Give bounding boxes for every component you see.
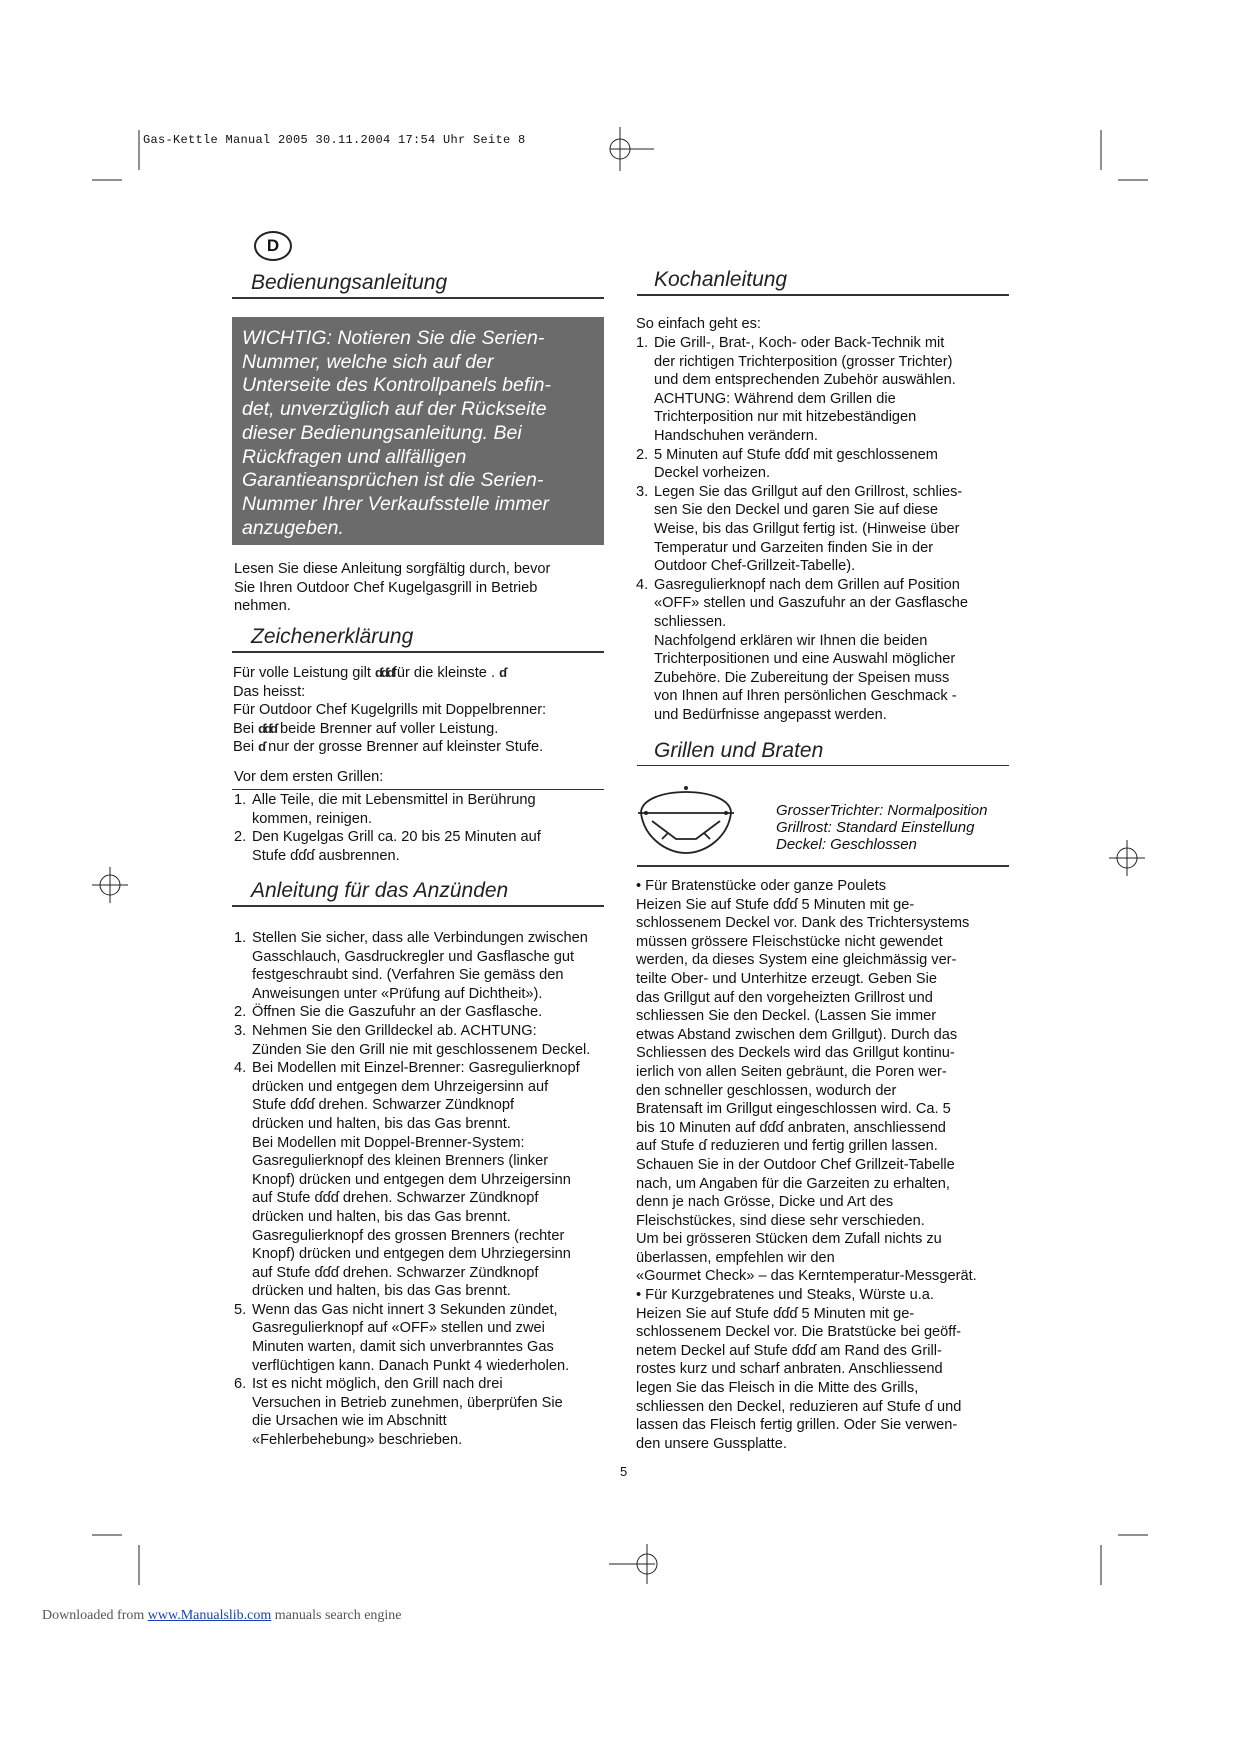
ignite-list [234, 929, 624, 1450]
list-item: 6. Ist es nicht möglich, den Grill nach drei Versuchen in Betrieb zunehmen, überprüfen Sie die Ursachen wie im Abschnitt «Fehlerbehebung» beschrieben. [234, 1376, 563, 1449]
page-number: 5 [620, 1464, 628, 1479]
section-rule [232, 789, 604, 790]
grill-diagram-illustration [636, 775, 736, 855]
list-item: 5. Wenn das Gas nicht innert 3 Sekunden zündet, Gasregulierknopf auf «OFF» stellen und zwei Minuten warten, damit sich unverbranntes Gas verflüchtigen kann. Danach Punkt 4 wiederholen. [234, 1301, 570, 1374]
first-grill-title: Vor dem ersten Grillen: [234, 769, 384, 785]
intro-text: Lesen Sie diese Anleitung sorgfältig durch, bevor Sie Ihren Outdoor Chef Kugelgasgrill in Betrieb nehmen. [234, 561, 551, 615]
list-item: 3. Legen Sie das Grillgut auf den Grillrost, schlies- sen Sie den Deckel und garen Sie auf diese Weise, bis das Grillgut fertig ist. (Hinweise über Temperatur und Garzeiten finden Sie in der Outdoor Chef-Grillzeit-Tabelle). [636, 483, 963, 575]
heading-rule [232, 297, 604, 299]
heading-rule [637, 765, 1009, 766]
warning-box: WICHTIG: Notieren Sie die Serien- Nummer, welche sich auf der Unterseite des Kontrollpanels befin- det, unverzüglich auf der Rückseite dieser Bedienungsanleitung. Bei Rückfragen und allfälligen Garantieansprüchen ist die Serien- Nummer Ihrer Verkaufsstelle immer anzugeben. [232, 317, 604, 545]
list-item: 1. Alle Teile, die mit Lebensmittel in Berührung kommen, reinigen. [234, 792, 536, 827]
heading-bedienungsanleitung: Bedienungsanleitung [251, 271, 448, 294]
heading-grillen-braten: Grillen und Braten [654, 739, 824, 762]
list-item: 2. 5 Minuten auf Stufe ɗɗɗ mit geschlossenem Deckel vorheizen. [636, 446, 938, 482]
legend-line: Bei ɗ nur der grosse Brenner auf kleinster Stufe. [233, 739, 544, 756]
legend-line: Für volle Leistung gilt ɗɗɗfür die kleinste . ɗ [233, 665, 506, 681]
legend-line: Bei ɗɗɗ beide Brenner auf voller Leistung. [233, 720, 499, 737]
first-grill-list [234, 791, 614, 865]
legend-line: Für Outdoor Chef Kugelgrills mit Doppelbrenner: [233, 702, 547, 719]
download-footer: Downloaded from www.Manualslib.com manuals search engine [42, 1608, 402, 1623]
list-item: 4. Gasregulierknopf nach dem Grillen auf Position «OFF» stellen und Gaszufuhr an der Gasflasche schliessen. Nachfolgend erklären wir Ihnen die beiden Trichterpositionen und eine Auswahl möglicher Zubehöre. Die Zubereitung der Speisen muss von Ihnen auf Ihren persönlichen Geschmack - und Bedürfnisse angepasst werden. [636, 576, 968, 723]
heading-rule [232, 905, 604, 907]
flame-icon: ɗ [499, 665, 506, 680]
list-item: 3. Nehmen Sie den Grilldeckel ab. ACHTUNG: Zünden Sie den Grill nie mit geschlossenem Deckel. [234, 1022, 591, 1058]
heading-rule [637, 294, 1009, 296]
list-item: 1. Die Grill-, Brat-, Koch- oder Back-Technik mit der richtigen Trichterposition (grosser Trichter) und dem entsprechenden Zubehör auswählen. ACHTUNG: Während dem Grillen die Trichterposition nur mit hitzebeständigen Handschuhen verändern. [636, 335, 956, 444]
heading-rule [232, 651, 604, 653]
symbol-legend [233, 664, 618, 757]
heading-kochanleitung: Kochanleitung [654, 268, 788, 291]
diagram-label: GrosserTrichter: Normalposition Grillrost: Standard Einstellung Deckel: Geschlossen [776, 802, 988, 853]
list-item: 2. Öffnen Sie die Gaszufuhr an der Gasflasche. [234, 1004, 543, 1021]
heading-zeichenerklaerung: Zeichenerklärung [251, 625, 414, 648]
list-item: 1. Stellen Sie sicher, dass alle Verbindungen zwischen Gasschlauch, Gasdruckregler und Gasflasche gut festgeschraubt sind. (Verfahren Sie gemäss den Anweisungen unter «Prüfung auf Dichtheit»). [234, 930, 588, 1002]
print-header: Gas-Kettle Manual 2005 30.11.2004 17:54 Uhr Seite 8 [143, 133, 526, 147]
list-item: 4. Bei Modellen mit Einzel-Brenner: Gasregulierknopf drücken und entgegen dem Uhrzeigersinn auf Stufe ɗɗɗ drehen. Schwarzer Zündknopf drücken und halten, bis das Gas brennt. Bei Modellen mit Doppel-Brenner-System: Gasregulierknopf des kleinen Brenners (linker Knopf) drücken und entgegen dem Uhrzeigersinn auf Stufe ɗɗɗ drehen. Schwarzer Zündknopf drücken und halten, bis das Gas brennt. Gasregulierknopf des grossen Brenners (rechter Knopf) drücken und entgegen dem Uhrziegersinn auf Stufe ɗɗɗ drehen. Schwarzer Zündknopf drücken und halten, bis das Gas brennt. [234, 1060, 580, 1300]
flame-icon: ɗɗɗ [258, 720, 276, 736]
heading-anzuenden: Anleitung für das Anzünden [251, 879, 509, 902]
manualslib-link[interactable]: www.Manualslib.com [147, 1608, 272, 1623]
cook-list [636, 334, 1016, 724]
language-badge: D [254, 231, 292, 261]
diagram-rule [637, 865, 1009, 867]
flame-icon: ɗɗɗ [374, 665, 393, 680]
list-item: 2. Den Kugelgas Grill ca. 20 bis 25 Minuten auf Stufe ɗɗɗ ausbrennen. [234, 829, 541, 864]
flame-icon: ɗ [258, 739, 265, 755]
cook-intro: So einfach geht es: [636, 316, 761, 332]
legend-line: Das heisst: [233, 683, 306, 700]
grill-text: • Für Bratenstücke oder ganze Poulets Heizen Sie auf Stufe ɗɗɗ 5 Minuten mit ge- schlossenem Deckel vor. Dank des Trichtersystems müssen grössere Fleischstücke nicht gewendet werden, da dieses System eine gleichmässig ver- teilte Ober- und Unterhitze erzeugt. Geben Sie das Grillgut auf den vorgeheizten Grillrost und schliessen Sie den Deckel. (Lassen Sie immer etwas Abstand zwischen dem Grillgut). Durch das Schliessen des Deckels wird das Grillgut kontinu- ierlich von allen Seiten gebräunt, die Poren wer- den schneller geschlossen, wodurch der Bratensaft im Grillgut eingeschlossen wird. Ca. 5 bis 10 Minuten auf ɗɗɗ anbraten, anschliessend auf Stufe ɗ reduzieren und fertig grillen lassen. Schauen Sie in der Outdoor Chef Grillzeit-Tabelle nach, um Angaben für die Garzeiten zu erhalten, denn je nach Grösse, Dicke und Art des Fleischstückes, sind diese sehr verschieden. Um bei grösseren Stücken dem Zufall nichts zu überlassen, empfehlen wir den «Gourmet Check» – das Kerntemperatur-Messgerät. • Für Kurzgebratenes und Steaks, Würste u.a. Heizen Sie auf Stufe ɗɗɗ 5 Minuten mit ge- schlossenem Deckel vor. Die Bratstücke bei geöff- netem Deckel auf Stufe ɗɗɗ am Rand des Grill- rostes kurz und scharf anbraten. Anschliessend legen Sie das Fleisch in die Mitte des Grills, schliessen den Deckel, reduzieren auf Stufe ɗ und lassen das Fleisch fertig grillen. Oder Sie verwen- den unsere Gussplatte. [636, 878, 977, 1452]
